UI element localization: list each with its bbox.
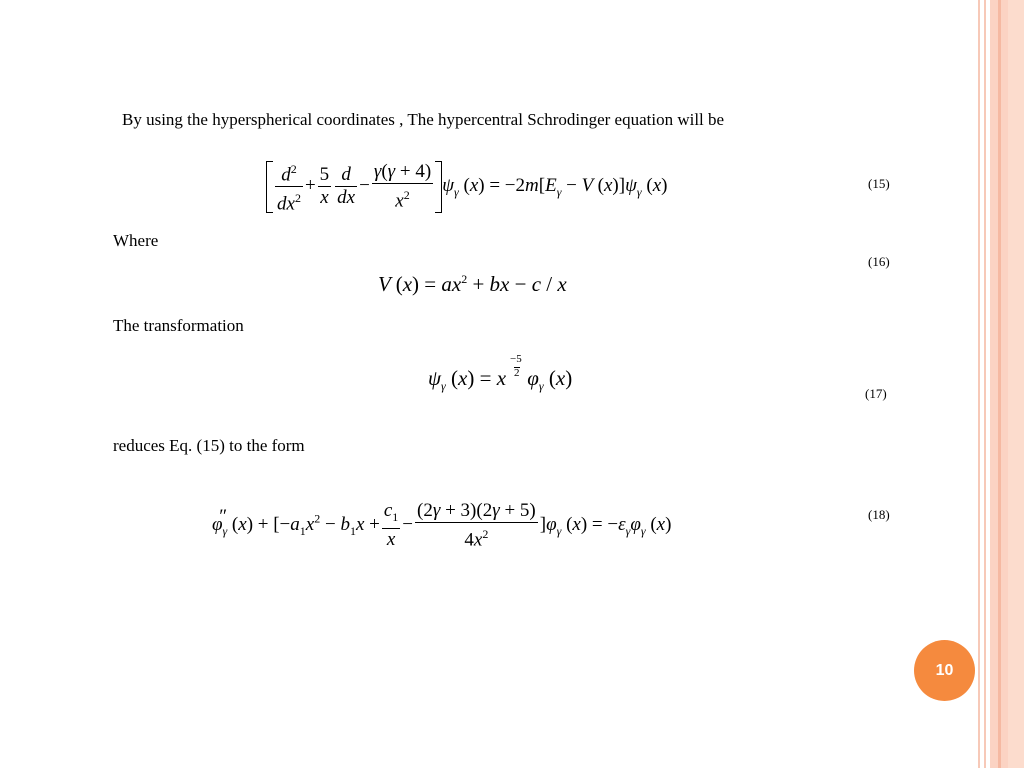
equation-17: $\psi_\gamma$ (x) = x $\frac{-5}{2}$ $\varphi_\gamma$ (x) bbox=[428, 353, 573, 394]
intro-text: By using the hyperspherical coordinates , The hypercentral Schrodinger equation will be bbox=[122, 110, 725, 129]
reduces-text: reduces Eq. (15) to the form bbox=[113, 436, 305, 455]
decor-stripe bbox=[998, 0, 1001, 768]
decor-stripe bbox=[1008, 0, 1024, 768]
equation-number: (17) bbox=[865, 386, 887, 401]
equation-18: $\varphi_\gamma''$ $(x) + [-a_1x^2 - b_1x$ + $\frac{c_1}{x}$ − $\frac{(2\gamma + 3)(2\gamma + 5)}{4x^2}$ ]$\varphi_\gamma$ $(x) = -\varepsilon_\gamma\varphi_\gamma$ (x) bbox=[212, 500, 672, 551]
equation-number: (15) bbox=[868, 176, 890, 191]
where-label: Where bbox=[113, 231, 159, 250]
equation-15: $\frac{d^2}{dx^2}$ + $\frac{5}{x}$ $\frac{d}{dx}$ − $\frac{\gamma(\gamma + 4)}{x^2}$ $\psi_\gamma$ $(x) = -2m[E_\gamma - V$ $(x)]\psi_\gamma$ (x) bbox=[266, 158, 667, 216]
transformation-label: The transformation bbox=[113, 316, 244, 335]
decor-stripe bbox=[978, 0, 980, 768]
equation-number: (18) bbox=[868, 507, 890, 522]
page-number-badge: 10 bbox=[914, 640, 975, 701]
equation-number: (16) bbox=[868, 254, 890, 269]
decor-stripe bbox=[984, 0, 986, 768]
equation-16: V $(x) = ax^2$ + bx − c / x bbox=[378, 272, 567, 296]
